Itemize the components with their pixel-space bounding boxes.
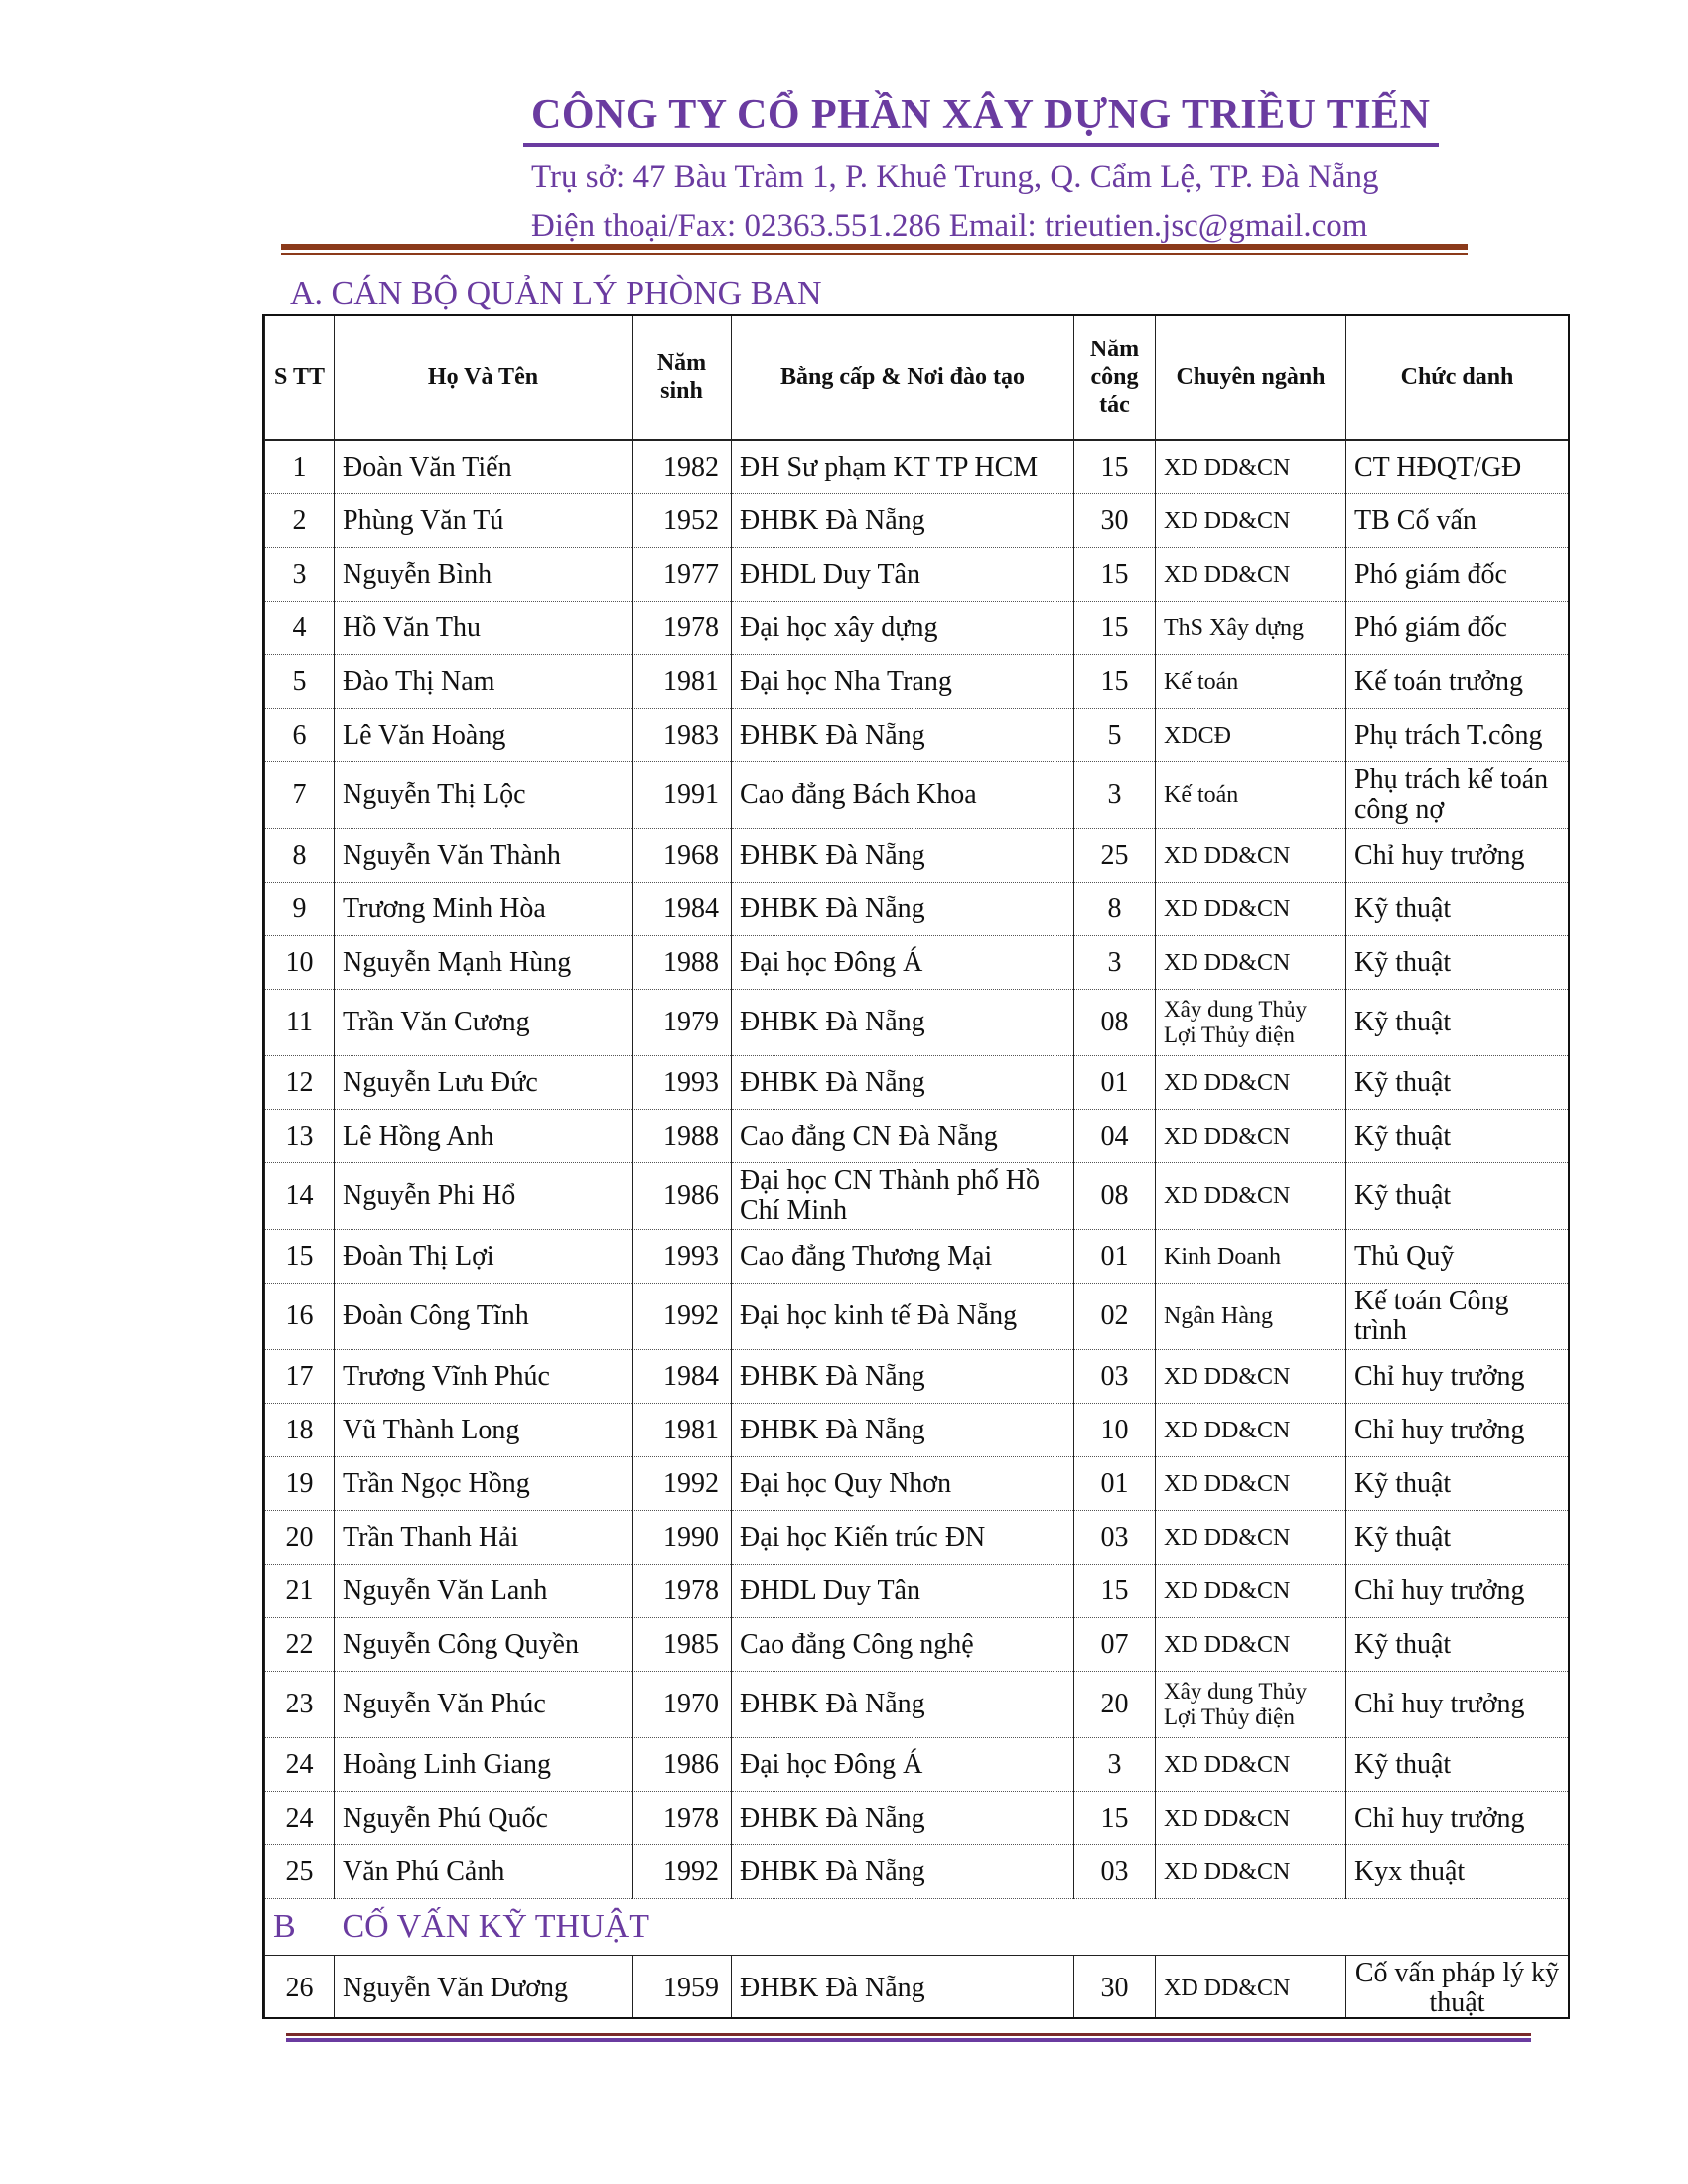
table-row: [265, 1457, 1569, 1511]
cell-name: Nguyễn Phi Hổ: [335, 1163, 633, 1230]
cell-degree: Đại học Kiến trúc ĐN: [732, 1511, 1074, 1565]
cell-degree: Đại học Nha Trang: [732, 655, 1074, 709]
cell-years: 25: [1074, 829, 1156, 883]
cell-years: 15: [1074, 548, 1156, 602]
cell-years: 5: [1074, 709, 1156, 762]
cell-title: Kỹ thuật: [1346, 1618, 1569, 1672]
footer-divider: [286, 2033, 1531, 2042]
col-header-stt: S TT: [265, 316, 335, 440]
company-address: Trụ sở: 47 Bàu Tràm 1, P. Khuê Trung, Q. Cẩm Lệ, TP. Đà Nẵng: [531, 159, 1379, 195]
cell-birth-year: 1968: [633, 829, 732, 883]
cell-stt: 8: [265, 829, 335, 883]
cell-degree: ĐHBK Đà Nẵng: [732, 1792, 1074, 1845]
col-header-degree: Bằng cấp & Nơi đào tạo: [732, 316, 1074, 440]
cell-stt: 5: [265, 655, 335, 709]
cell-title: TB Cố vấn: [1346, 494, 1569, 548]
cell-degree: Đại học xây dựng: [732, 602, 1074, 655]
cell-birth-year: 1983: [633, 709, 732, 762]
cell-birth-year: 1984: [633, 1350, 732, 1404]
cell-birth-year: 1979: [633, 990, 732, 1056]
cell-stt: 7: [265, 762, 335, 829]
cell-stt: 11: [265, 990, 335, 1056]
cell-title: Kế toán Công trình: [1346, 1284, 1569, 1350]
table-row: [265, 829, 1569, 883]
cell-birth-year: 1952: [633, 494, 732, 548]
cell-stt: 24: [265, 1738, 335, 1792]
cell-degree: Cao đẳng Bách Khoa: [732, 762, 1074, 829]
cell-birth-year: 1993: [633, 1056, 732, 1110]
cell-birth-year: 1985: [633, 1618, 732, 1672]
cell-title: Kỹ thuật: [1346, 990, 1569, 1056]
table-body-b-header: [265, 1899, 1569, 1956]
cell-degree: ĐHBK Đà Nẵng: [732, 829, 1074, 883]
cell-years: 3: [1074, 762, 1156, 829]
cell-stt: 25: [265, 1845, 335, 1899]
table-row: [265, 1956, 1569, 2020]
table-row: [265, 1404, 1569, 1457]
cell-degree: Đại học Đông Á: [732, 936, 1074, 990]
table-row: [265, 709, 1569, 762]
cell-degree: Đại học CN Thành phố Hồ Chí Minh: [732, 1163, 1074, 1230]
cell-years: 15: [1074, 1792, 1156, 1845]
cell-years: 15: [1074, 602, 1156, 655]
cell-degree: Đại học kinh tế Đà Nẵng: [732, 1284, 1074, 1350]
cell-stt: 20: [265, 1511, 335, 1565]
cell-major: XD DD&CN: [1156, 1738, 1346, 1792]
cell-birth-year: 1988: [633, 1110, 732, 1163]
staff-table: [264, 316, 1569, 2019]
cell-name: Đoàn Thị Lợi: [335, 1230, 633, 1284]
cell-name: Nguyễn Văn Dương: [335, 1956, 633, 2020]
cell-stt: 1: [265, 440, 335, 494]
cell-major: XD DD&CN: [1156, 1845, 1346, 1899]
cell-stt: 14: [265, 1163, 335, 1230]
cell-stt: 24: [265, 1792, 335, 1845]
col-header-birth-year: Năm sinh: [633, 316, 732, 440]
cell-birth-year: 1970: [633, 1672, 732, 1738]
cell-degree: ĐHBK Đà Nẵng: [732, 1350, 1074, 1404]
cell-major: Xây dung Thủy Lợi Thủy điện: [1156, 990, 1346, 1056]
cell-stt: 10: [265, 936, 335, 990]
letterhead: [531, 87, 1445, 250]
cell-name: Nguyễn Văn Thành: [335, 829, 633, 883]
cell-major: XD DD&CN: [1156, 1350, 1346, 1404]
cell-years: 8: [1074, 883, 1156, 936]
cell-major: XD DD&CN: [1156, 1110, 1346, 1163]
cell-title: Phó giám đốc: [1346, 602, 1569, 655]
cell-major: XD DD&CN: [1156, 548, 1346, 602]
cell-stt: 26: [265, 1956, 335, 2020]
cell-stt: 15: [265, 1230, 335, 1284]
cell-major: XDCĐ: [1156, 709, 1346, 762]
cell-birth-year: 1978: [633, 1565, 732, 1618]
table-row: [265, 936, 1569, 990]
cell-years: 15: [1074, 440, 1156, 494]
cell-title: Chỉ huy trưởng: [1346, 1672, 1569, 1738]
cell-years: 01: [1074, 1230, 1156, 1284]
table-row: [265, 1163, 1569, 1230]
cell-major: XD DD&CN: [1156, 883, 1346, 936]
cell-birth-year: 1992: [633, 1845, 732, 1899]
cell-name: Phùng Văn Tú: [335, 494, 633, 548]
cell-birth-year: 1959: [633, 1956, 732, 2020]
cell-title: Chỉ huy trưởng: [1346, 1792, 1569, 1845]
cell-birth-year: 1993: [633, 1230, 732, 1284]
table-body-a: [265, 440, 1569, 1899]
cell-name: Lê Văn Hoàng: [335, 709, 633, 762]
cell-name: Nguyễn Văn Phúc: [335, 1672, 633, 1738]
cell-name: Trương Vĩnh Phúc: [335, 1350, 633, 1404]
col-header-major: Chuyên ngành: [1156, 316, 1346, 440]
cell-years: 08: [1074, 1163, 1156, 1230]
cell-birth-year: 1988: [633, 936, 732, 990]
cell-birth-year: 1986: [633, 1163, 732, 1230]
cell-stt: 16: [265, 1284, 335, 1350]
cell-title: Kế toán trưởng: [1346, 655, 1569, 709]
cell-name: Văn Phú Cảnh: [335, 1845, 633, 1899]
table-row: [265, 1056, 1569, 1110]
section-b-label: B: [265, 1899, 335, 1956]
cell-title: Cố vấn pháp lý kỹ thuật: [1346, 1956, 1569, 2020]
cell-name: Nguyễn Mạnh Hùng: [335, 936, 633, 990]
cell-name: Trương Minh Hòa: [335, 883, 633, 936]
cell-title: CT HĐQT/GĐ: [1346, 440, 1569, 494]
col-header-name: Họ Và Tên: [335, 316, 633, 440]
table-row: [265, 1738, 1569, 1792]
cell-major: XD DD&CN: [1156, 1792, 1346, 1845]
cell-name: Hoàng Linh Giang: [335, 1738, 633, 1792]
cell-name: Nguyễn Công Quyền: [335, 1618, 633, 1672]
section-b-row: [265, 1899, 1569, 1956]
table-header-row: [265, 316, 1569, 440]
table-row: [265, 1565, 1569, 1618]
cell-title: Phụ trách kế toán công nợ: [1346, 762, 1569, 829]
table-row: [265, 655, 1569, 709]
cell-degree: ĐHBK Đà Nẵng: [732, 1956, 1074, 2020]
cell-title: Kỹ thuật: [1346, 1511, 1569, 1565]
cell-major: XD DD&CN: [1156, 1956, 1346, 2020]
cell-title: Kỹ thuật: [1346, 936, 1569, 990]
table-row: [265, 548, 1569, 602]
cell-major: XD DD&CN: [1156, 494, 1346, 548]
cell-title: Chỉ huy trưởng: [1346, 829, 1569, 883]
cell-major: Kế toán: [1156, 655, 1346, 709]
cell-major: XD DD&CN: [1156, 829, 1346, 883]
cell-birth-year: 1981: [633, 1404, 732, 1457]
cell-name: Trần Văn Cương: [335, 990, 633, 1056]
section-a-title: A. CÁN BỘ QUẢN LÝ PHÒNG BAN: [290, 275, 822, 312]
cell-stt: 19: [265, 1457, 335, 1511]
cell-birth-year: 1981: [633, 655, 732, 709]
table-row: [265, 1672, 1569, 1738]
cell-name: Đào Thị Nam: [335, 655, 633, 709]
table-row: [265, 494, 1569, 548]
cell-name: Nguyễn Văn Lanh: [335, 1565, 633, 1618]
table-row: [265, 1230, 1569, 1284]
cell-title: Chỉ huy trưởng: [1346, 1404, 1569, 1457]
table-row: [265, 883, 1569, 936]
cell-birth-year: 1990: [633, 1511, 732, 1565]
table-body-b: [265, 1956, 1569, 2020]
cell-title: Chỉ huy trưởng: [1346, 1565, 1569, 1618]
cell-stt: 3: [265, 548, 335, 602]
cell-name: Hồ Văn Thu: [335, 602, 633, 655]
cell-title: Kỹ thuật: [1346, 1056, 1569, 1110]
table-row: [265, 1511, 1569, 1565]
cell-years: 3: [1074, 936, 1156, 990]
cell-degree: Cao đẳng Công nghệ: [732, 1618, 1074, 1672]
cell-major: ThS Xây dựng: [1156, 602, 1346, 655]
cell-degree: ĐH Sư phạm KT TP HCM: [732, 440, 1074, 494]
cell-title: Kỹ thuật: [1346, 883, 1569, 936]
cell-degree: Đại học Quy Nhơn: [732, 1457, 1074, 1511]
cell-years: 04: [1074, 1110, 1156, 1163]
cell-birth-year: 1992: [633, 1284, 732, 1350]
cell-years: 01: [1074, 1457, 1156, 1511]
cell-stt: 22: [265, 1618, 335, 1672]
cell-degree: ĐHBK Đà Nẵng: [732, 1672, 1074, 1738]
cell-birth-year: 1992: [633, 1457, 732, 1511]
company-underline: [523, 143, 1439, 147]
cell-name: Trần Thanh Hải: [335, 1511, 633, 1565]
cell-name: Nguyễn Lưu Đức: [335, 1056, 633, 1110]
cell-major: Xây dung Thủy Lợi Thủy điện: [1156, 1672, 1346, 1738]
cell-degree: ĐHDL Duy Tân: [732, 548, 1074, 602]
cell-name: Đoàn Văn Tiến: [335, 440, 633, 494]
cell-years: 07: [1074, 1618, 1156, 1672]
cell-stt: 12: [265, 1056, 335, 1110]
cell-birth-year: 1982: [633, 440, 732, 494]
table-row: [265, 1792, 1569, 1845]
cell-years: 08: [1074, 990, 1156, 1056]
cell-birth-year: 1986: [633, 1738, 732, 1792]
cell-degree: ĐHBK Đà Nẵng: [732, 990, 1074, 1056]
cell-stt: 23: [265, 1672, 335, 1738]
table-row: [265, 1110, 1569, 1163]
cell-years: 15: [1074, 1565, 1156, 1618]
table-row: [265, 440, 1569, 494]
cell-birth-year: 1978: [633, 1792, 732, 1845]
cell-stt: 4: [265, 602, 335, 655]
table-row: [265, 1284, 1569, 1350]
staff-table-frame: [262, 314, 1570, 2019]
cell-years: 01: [1074, 1056, 1156, 1110]
cell-birth-year: 1977: [633, 548, 732, 602]
cell-name: Đoàn Công Tĩnh: [335, 1284, 633, 1350]
cell-name: Nguyễn Thị Lộc: [335, 762, 633, 829]
cell-degree: ĐHBK Đà Nẵng: [732, 883, 1074, 936]
cell-degree: ĐHBK Đà Nẵng: [732, 1056, 1074, 1110]
table-row: [265, 1350, 1569, 1404]
table-row: [265, 990, 1569, 1056]
cell-name: Nguyễn Phú Quốc: [335, 1792, 633, 1845]
cell-stt: 9: [265, 883, 335, 936]
cell-stt: 17: [265, 1350, 335, 1404]
cell-birth-year: 1984: [633, 883, 732, 936]
table-row: [265, 602, 1569, 655]
cell-stt: 13: [265, 1110, 335, 1163]
cell-name: Trần Ngọc Hồng: [335, 1457, 633, 1511]
cell-years: 30: [1074, 1956, 1156, 2020]
cell-title: Kỹ thuật: [1346, 1110, 1569, 1163]
cell-years: 10: [1074, 1404, 1156, 1457]
cell-title: Kỹ thuật: [1346, 1738, 1569, 1792]
cell-major: Ngân Hàng: [1156, 1284, 1346, 1350]
cell-stt: 18: [265, 1404, 335, 1457]
cell-major: XD DD&CN: [1156, 936, 1346, 990]
cell-degree: ĐHBK Đà Nẵng: [732, 1845, 1074, 1899]
cell-stt: 2: [265, 494, 335, 548]
cell-years: 20: [1074, 1672, 1156, 1738]
cell-degree: ĐHBK Đà Nẵng: [732, 494, 1074, 548]
cell-years: 02: [1074, 1284, 1156, 1350]
cell-title: Kyx thuật: [1346, 1845, 1569, 1899]
cell-major: XD DD&CN: [1156, 1163, 1346, 1230]
table-row: [265, 1845, 1569, 1899]
cell-degree: Cao đẳng CN Đà Nẵng: [732, 1110, 1074, 1163]
cell-title: Phụ trách T.công: [1346, 709, 1569, 762]
cell-years: 15: [1074, 655, 1156, 709]
cell-title: Kỹ thuật: [1346, 1457, 1569, 1511]
table-row: [265, 1618, 1569, 1672]
cell-major: XD DD&CN: [1156, 1056, 1346, 1110]
cell-name: Vũ Thành Long: [335, 1404, 633, 1457]
cell-degree: ĐHBK Đà Nẵng: [732, 709, 1074, 762]
cell-birth-year: 1991: [633, 762, 732, 829]
cell-major: XD DD&CN: [1156, 1618, 1346, 1672]
cell-major: XD DD&CN: [1156, 1511, 1346, 1565]
cell-major: XD DD&CN: [1156, 1457, 1346, 1511]
section-b-title: CỐ VẤN KỸ THUẬT: [335, 1899, 1569, 1956]
cell-major: Kế toán: [1156, 762, 1346, 829]
company-name: CÔNG TY CỔ PHẦN XÂY DỰNG TRIỀU TIẾN: [531, 92, 1431, 138]
cell-major: XD DD&CN: [1156, 1565, 1346, 1618]
cell-years: 03: [1074, 1350, 1156, 1404]
cell-degree: Cao đẳng Thương Mại: [732, 1230, 1074, 1284]
cell-birth-year: 1978: [633, 602, 732, 655]
cell-title: Phó giám đốc: [1346, 548, 1569, 602]
cell-degree: Đại học Đông Á: [732, 1738, 1074, 1792]
cell-degree: ĐHDL Duy Tân: [732, 1565, 1074, 1618]
cell-title: Thủ Quỹ: [1346, 1230, 1569, 1284]
cell-name: Lê Hồng Anh: [335, 1110, 633, 1163]
cell-title: Kỹ thuật: [1346, 1163, 1569, 1230]
cell-major: XD DD&CN: [1156, 1404, 1346, 1457]
table-row: [265, 762, 1569, 829]
col-header-title: Chức danh: [1346, 316, 1569, 440]
cell-name: Nguyễn Bình: [335, 548, 633, 602]
col-header-years: Năm công tác: [1074, 316, 1156, 440]
cell-title: Chỉ huy trưởng: [1346, 1350, 1569, 1404]
cell-years: 03: [1074, 1511, 1156, 1565]
cell-years: 30: [1074, 494, 1156, 548]
cell-years: 3: [1074, 1738, 1156, 1792]
cell-major: Kinh Doanh: [1156, 1230, 1346, 1284]
cell-years: 03: [1074, 1845, 1156, 1899]
company-contact: Điện thoại/Fax: 02363.551.286 Email: trieutien.jsc@gmail.com: [531, 208, 1368, 244]
header-divider: [281, 244, 1468, 255]
cell-stt: 21: [265, 1565, 335, 1618]
cell-degree: ĐHBK Đà Nẵng: [732, 1404, 1074, 1457]
cell-stt: 6: [265, 709, 335, 762]
cell-major: XD DD&CN: [1156, 440, 1346, 494]
